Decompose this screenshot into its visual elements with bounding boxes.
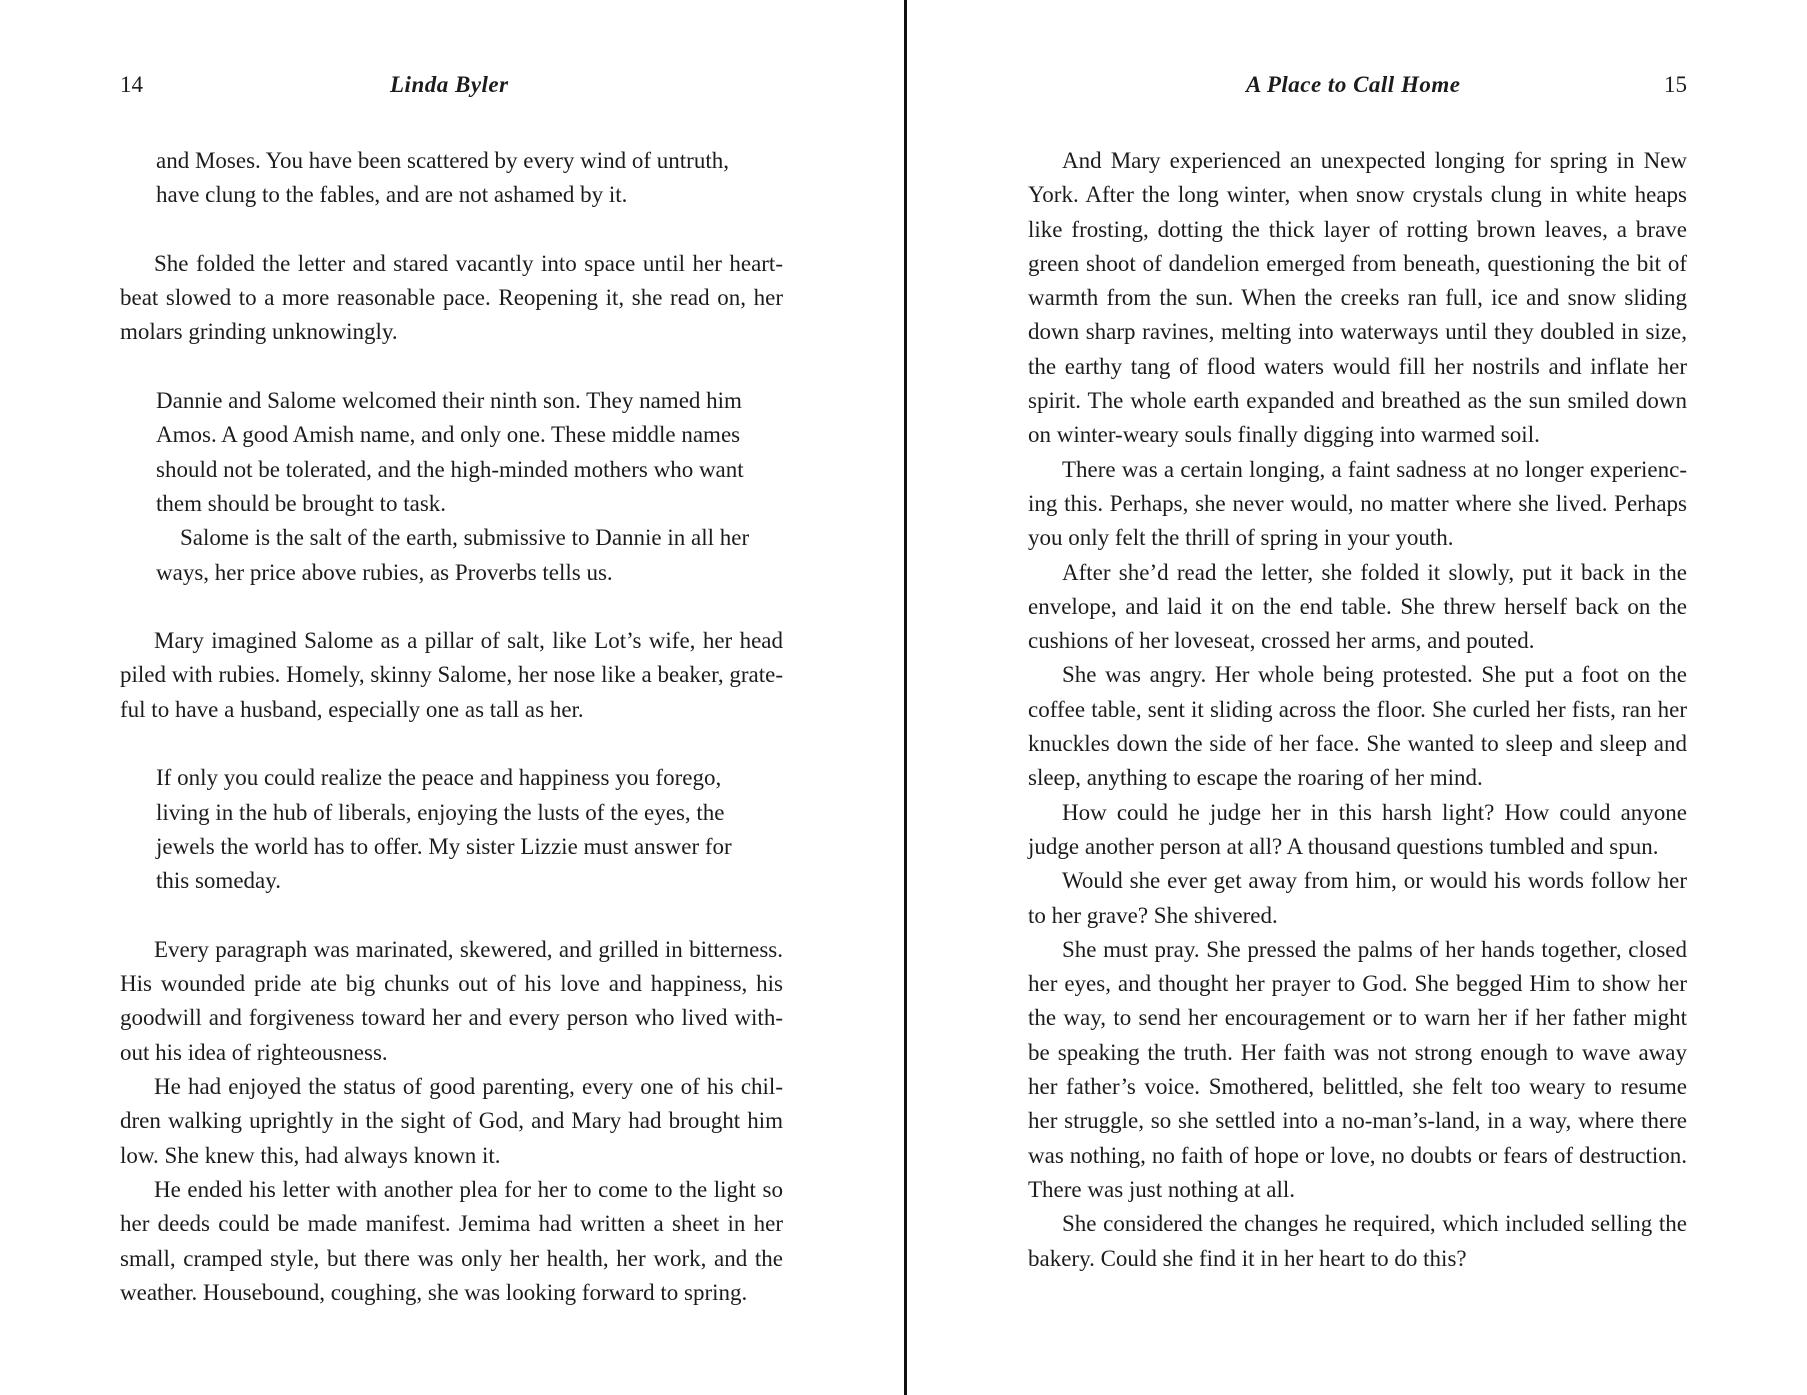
- body-paragraph: She was angry. Her whole being protested. She put a foot on the coffee table, sent it sliding across the floor. She curled her fists, ran her knuckles down the side of her face. She wanted to sleep and sleep and sleep, anything to escape the roaring of her mind.: [1028, 662, 1687, 791]
- section-break: [120, 899, 783, 933]
- left-page-header: [120, 66, 783, 106]
- section-break: [120, 727, 783, 761]
- letter-excerpt: [156, 384, 753, 590]
- running-head-title: A Place to Call Home: [1246, 72, 1461, 97]
- book-spine: [904, 0, 907, 1395]
- body-paragraph: Every paragraph was marinated, skewered, and grilled in bitterness. His wounded pride ate big chunks out of his love and happiness, his goodwill and forgiveness toward her and every person who lived without his idea of righteousness.: [120, 936, 783, 1065]
- body-paragraph: There was a certain longing, a faint sadness at no longer experiencing this. Perhaps, she never would, no matter where she lived. Perhaps you only felt the thrill of spring in your youth.: [1028, 456, 1687, 551]
- section-break: [120, 213, 783, 247]
- section-break: [120, 590, 783, 624]
- body-paragraph: After she’d read the letter, she folded it slowly, put it back in the envelope, and laid it on the end table. She threw herself back on the cushions of her loveseat, crossed her arms, and pouted.: [1028, 559, 1687, 654]
- body-paragraph: He ended his letter with another plea for her to come to the light so her deeds could be made manifest. Jemima had written a sheet in her small, cramped style, but there was only her health, her work, and the weather. Housebound, coughing, she was looking forward to spring.: [120, 1176, 783, 1305]
- right-page: [1028, 0, 1687, 1395]
- letter-paragraph: and Moses. You have been scattered by every wind of untruth, have clung to the fables, and are not ashamed by it.: [156, 148, 729, 208]
- page-number: 15: [1664, 72, 1687, 97]
- right-page-header: [1028, 66, 1687, 106]
- body-paragraph: She must pray. She pressed the palms of her hands together, closed her eyes, and thought her prayer to God. She begged Him to show her the way, to send her encouragement or to warn her if her father might be speaking the truth. Her faith was not strong enough to wave away her father’s voice. Smothered, belittled, she felt too weary to resume her struggle, so she settled into a no-man’s-land, in a way, where there was nothing, no faith of hope or love, no doubts or fears of destruction. There was just nothing at all.: [1028, 936, 1687, 1202]
- body-paragraph: And Mary experienced an unexpected longing for spring in New York. After the long winter, when snow crystals clung in white heaps like frosting, dotting the thick layer of rotting brown leaves, a brave green shoot of dandelion emerged from beneath, questioning the bit of warmth from the sun. When the creeks ran full, ice and snow sliding down sharp ravines, melting into waterways until they doubled in size, the earthy tang of flood waters would fill her nostrils and inflate her spirit. The whole earth expanded and breathed as the sun smiled down on winter-weary souls finally digging into warmed soil.: [1028, 148, 1687, 448]
- body-paragraph: How could he judge her in this harsh light? How could anyone judge another person at all? A thousand questions tumbled and spun.: [1028, 799, 1687, 859]
- left-page-body: [120, 144, 783, 1310]
- page-number: 14: [120, 72, 143, 97]
- letter-excerpt: [156, 761, 753, 898]
- body-paragraph: She considered the changes he required, which included selling the bakery. Could she find it in her heart to do this?: [1028, 1211, 1687, 1271]
- left-page: [120, 0, 783, 1395]
- body-paragraph: He had enjoyed the status of good parenting, every one of his children walking uprightly in the sight of God, and Mary had brought him low. She knew this, had always known it.: [120, 1074, 783, 1168]
- right-page-body: [1028, 144, 1687, 1276]
- letter-paragraph: If only you could realize the peace and happiness you forego, living in the hub of liberals, enjoying the lusts of the eyes, the jewels the world has to offer. My sister Lizzie must answer for this someday.: [156, 765, 732, 894]
- body-paragraph: Would she ever get away from him, or would his words follow her to her grave? She shivered.: [1028, 868, 1687, 928]
- letter-excerpt: [156, 144, 753, 213]
- letter-paragraph: Dannie and Salome welcomed their ninth son. They named him Amos. A good Amish name, and only one. These middle names should not be tolerated, and the high-minded mothers who want them should be brought to task.: [156, 388, 744, 516]
- letter-paragraph: Salome is the salt of the earth, submissive to Dannie in all her ways, her price above rubies, as Proverbs tells us.: [156, 525, 750, 585]
- section-break: [120, 350, 783, 384]
- running-head-author: Linda Byler: [390, 72, 509, 97]
- body-paragraph: She folded the letter and stared vacantly into space until her heartbeat slowed to a more reasonable pace. Reopening it, she read on, her molars grinding unknowingly.: [120, 250, 783, 345]
- body-paragraph: Mary imagined Salome as a pillar of salt, like Lot’s wife, her head piled with rubies. Homely, skinny Salome, her nose like a beaker, grateful to have a husband, especially one as tall as her.: [120, 628, 783, 722]
